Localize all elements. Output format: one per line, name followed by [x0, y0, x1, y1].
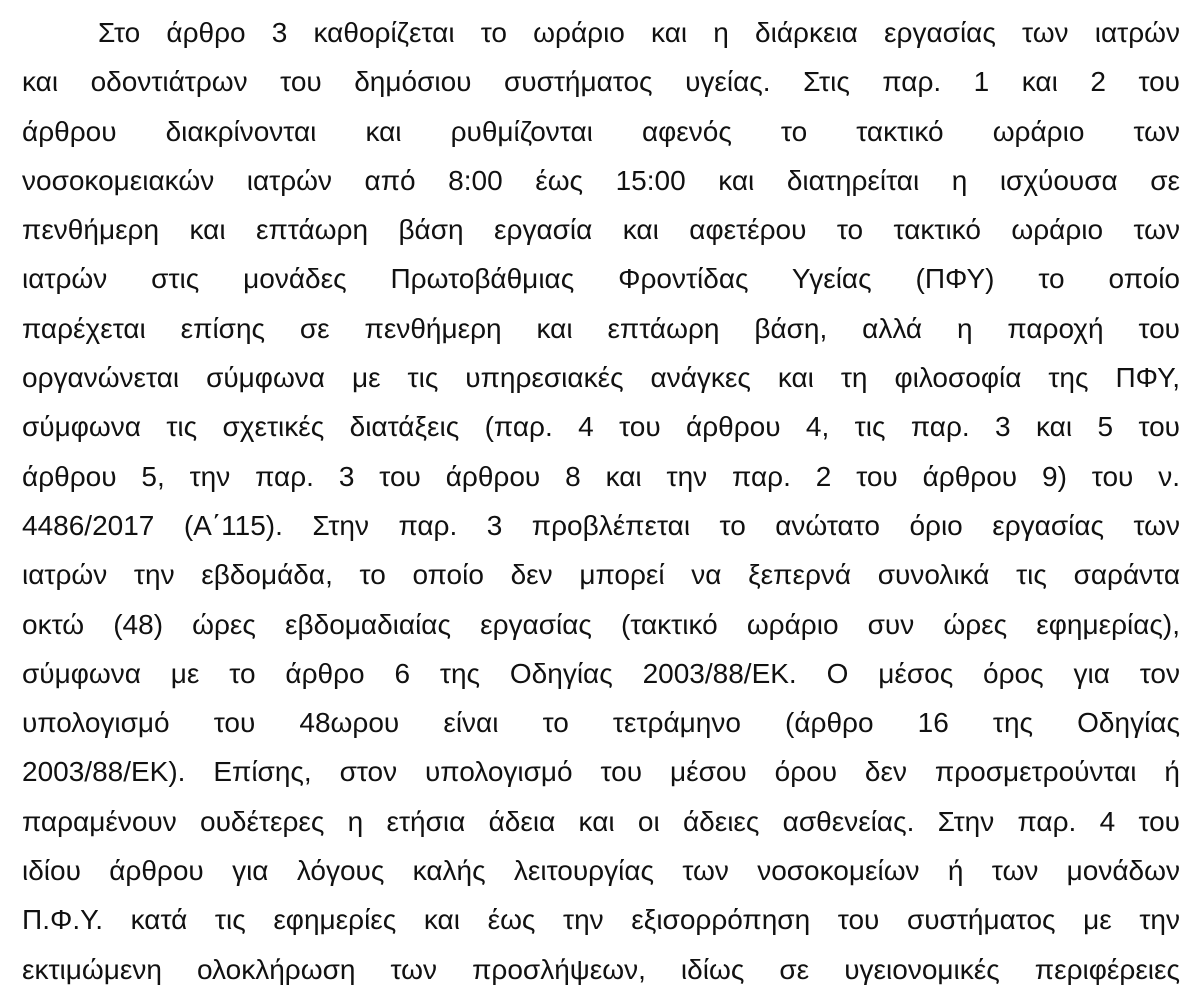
paragraph-line: 4486/2017 (Α΄115). Στην παρ. 3 προβλέπεται το ανώτατο όριο εργασίας των [22, 509, 1180, 541]
paragraph-line: οκτώ (48) ώρες εβδομαδιαίας εργασίας (τακτικό ωράριο συν ώρες εφημερίας), [22, 608, 1180, 640]
paragraph-line: εκτιμώμενη ολοκλήρωση των προσλήψεων, ιδίως σε υγειονομικές περιφέρειες [22, 953, 1180, 985]
paragraph-line: υπολογισμό του 48ωρου είναι το τετράμηνο (άρθρο 16 της Οδηγίας [22, 707, 1180, 739]
paragraph-line: και οδοντιάτρων του δημόσιου συστήματος υγείας. Στις παρ. 1 και 2 του [22, 66, 1180, 98]
paragraph-line: Στο άρθρο 3 καθορίζεται το ωράριο και η διάρκεια εργασίας των ιατρών [98, 17, 1180, 48]
paragraph-line: σύμφωνα με το άρθρο 6 της Οδηγίας 2003/88/ΕΚ. Ο μέσος όρος για τον [22, 657, 1180, 689]
paragraph-line: άρθρου διακρίνονται και ρυθμίζονται αφενός το τακτικό ωράριο των [22, 115, 1180, 147]
paragraph-line: ιδίου άρθρου για λόγους καλής λειτουργίας των νοσοκομείων ή των μονάδων [22, 855, 1180, 887]
paragraph-line: νοσοκομειακών ιατρών από 8:00 έως 15:00 και διατηρείται η ισχύουσα σε [22, 164, 1180, 196]
paragraph-line: 2003/88/ΕΚ). Επίσης, στον υπολογισμό του μέσου όρου δεν προσμετρούνται ή [22, 756, 1180, 788]
paragraph-line: άρθρου 5, την παρ. 3 του άρθρου 8 και την παρ. 2 του άρθρου 9) του ν. [22, 460, 1180, 492]
paragraph-line: ιατρών στις μονάδες Πρωτοβάθμιας Φροντίδας Υγείας (ΠΦΥ) το οποίο [22, 263, 1180, 295]
paragraph-line: παραμένουν ουδέτερες η ετήσια άδεια και οι άδειες ασθενείας. Στην παρ. 4 του [22, 805, 1180, 837]
paragraph-line: οργανώνεται σύμφωνα με τις υπηρεσιακές ανάγκες και τη φιλοσοφία της ΠΦΥ, [22, 362, 1180, 394]
document-body [22, 8, 1180, 994]
paragraph-line: Π.Φ.Υ. κατά τις εφημερίες και έως την εξισορρόπηση του συστήματος με την [22, 904, 1180, 936]
paragraph-line: ιατρών την εβδομάδα, το οποίο δεν μπορεί να ξεπερνά συνολικά τις σαράντα [22, 559, 1180, 591]
paragraph-line: πενθήμερη και επτάωρη βάση εργασία και αφετέρου το τακτικό ωράριο των [22, 214, 1180, 246]
paragraph-line: σύμφωνα τις σχετικές διατάξεις (παρ. 4 του άρθρου 4, τις παρ. 3 και 5 του [22, 411, 1180, 443]
paragraph-line: παρέχεται επίσης σε πενθήμερη και επτάωρη βάση, αλλά η παροχή του [22, 312, 1180, 344]
